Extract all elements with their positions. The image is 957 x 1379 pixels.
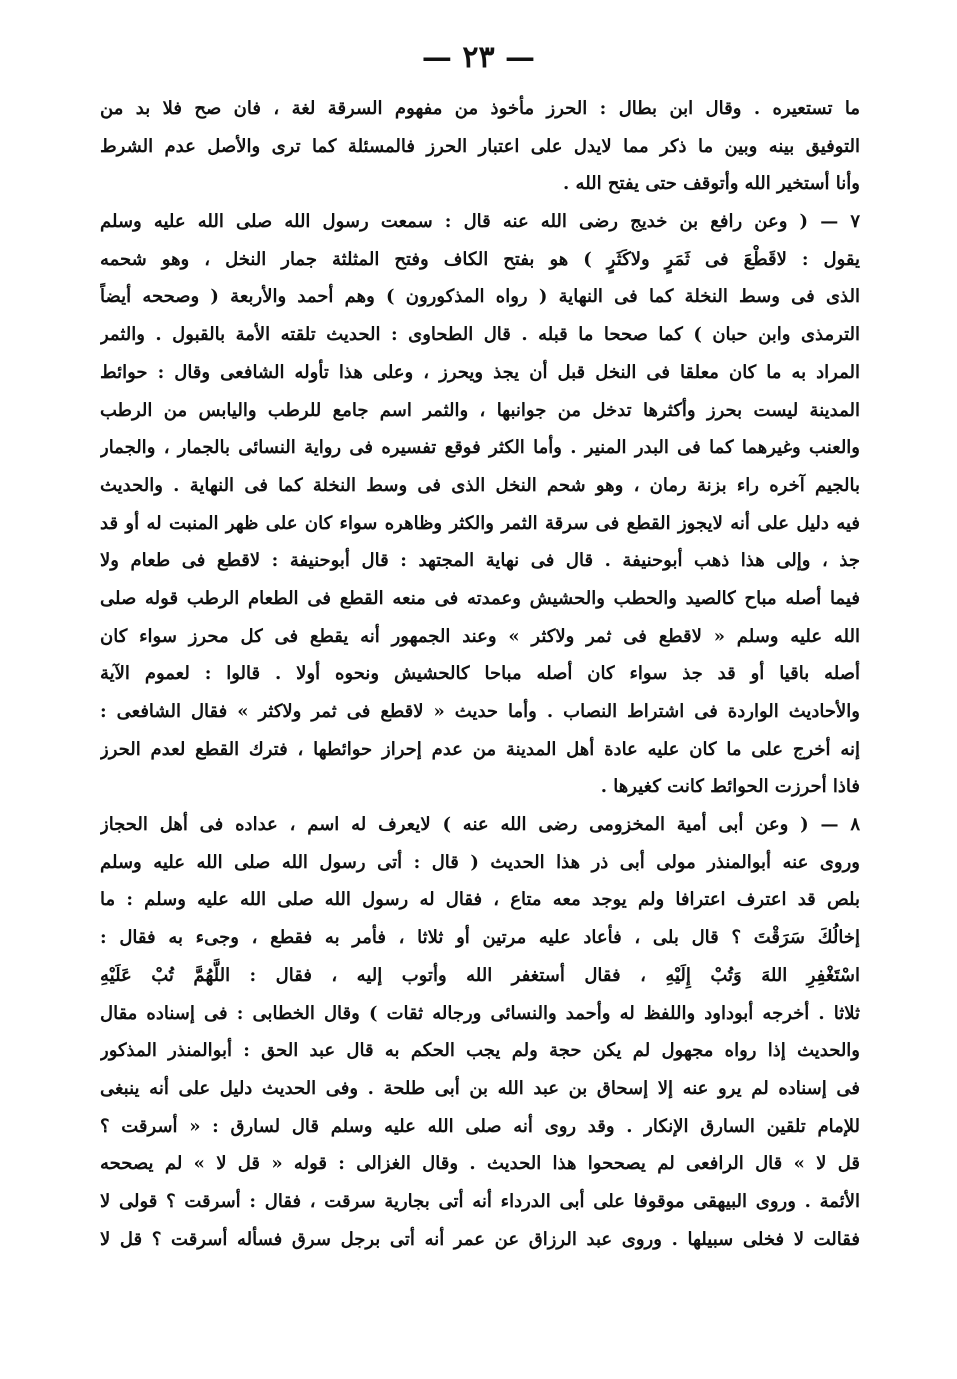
text-line: فيه دليل على أنه لايجوز القطع فى سرقة الثمر والكثر وظاهره سواء كان على ظهر المنبت له أو قد: [100, 512, 860, 534]
text-line: ثلاثا . أخرجه أبوداود واللفظ له وأحمد والنسائى ورجاله ثقات ) وقال الخطابى : فى إسناده مقال: [100, 1002, 860, 1024]
text-line: المدينة ليست بحرز وأكثرها تدخل من جوانبها ، والثمر اسم جامع للرطب واليابس من الرطب: [100, 399, 860, 421]
text-line: الأئمة . وروى البيهقى موقوفا على أبى الدرداء أنه أتى بجارية سرقت ، فقال : أسرقت ؟ قولى لا: [100, 1190, 860, 1212]
text-line: ٨ — ( وعن أبى أمية المخزومى رضى الله عنه ) لايعرف له اسم ، عداده فى أهل الحجاز: [100, 814, 860, 836]
page-number: — ٢٣ —: [421, 40, 536, 75]
text-line: الذى فى وسط النخلة كما فى النهاية ( رواه المذكورون ) وهم أحمد والأربعة ( وصححه أيضاً: [100, 286, 860, 308]
text-line: والعنب وغيرهما كما فى البدر المنير . وأما الكثر فوقع تفسيره فى رواية النسائى بالجمار ، والجمار: [100, 437, 860, 459]
text-line: وأنا أستخير الله وأتوقف حتى يفتح الله .: [563, 173, 860, 195]
text-line: إنه أخرج على ما كان عليه عادة أهل المدينة من عدم إحراز حوائطها ، فترك القطع لعدم الحرز: [100, 738, 860, 760]
text-line: ٧ — ( وعن رافع بن خديج رضى الله عنه قال : سمعت رسول الله صلى الله عليه وسلم: [100, 211, 860, 233]
text-line: فى إسناده لم يرو عنه إلا إسحاق بن عبد الله بن أبى طلحة . وفى الحديث دليل على أنه ينبغى: [100, 1077, 860, 1099]
text-line: والأحاديث الواردة فى اشتراط النصاب . وأما حديث « لاقطع فى ثمر ولاكثر » فقال الشافعى :: [100, 701, 860, 722]
text-line: الله عليه وسلم « لاقطع فى ثمر ولاكثر » وعند الجمهور أنه يقطع فى كل محرز سواء كان: [100, 625, 860, 647]
text-line: الترمذى وابن حبان ) كما صححا ما قبله . قال الطحاوى : الحديث تلقته الأمة بالقبول . والثمر: [100, 324, 860, 346]
text-line: والحديث إذا رواه مجهول لم يكن حجة ولم يجب الحكم به قال عبد الحق : أبوالمنذر المذكور: [100, 1040, 860, 1062]
text-line: بالجيم آخره راء بزنة رمان ، وهو شحم النخل الذى فى وسط النخلة كما فى النهاية . والحديث: [100, 474, 860, 496]
text-line: أصله باقيا أو قد جذ سواء كان أصله مباحا كالحشيش ونحوه أولا . قالوا : لعموم الآية: [100, 663, 860, 685]
text-line: التوفيق بينه وبين ما ذكر مما لايدل على اعتبار الحرز فالمسئلة كما ترى والأصل عدم الشرط: [100, 135, 860, 157]
text-line: للإمام تلقين السارق الإنكار . وقد روى أنه صلى الله عليه وسلم قال لسارق : « أسرقت ؟: [100, 1115, 860, 1137]
text-line: جذ ، وإلى هذا ذهب أبوحنيفة . قال فى نهاية المجتهد : قال أبوحنيفة : لاقطع فى طعام ولا: [100, 550, 860, 572]
text-line: فيما أصله مباح كالصيد والحطب والحشيش وعمدته فى منعه القطع فى الطعام الرطب قوله صلى: [100, 587, 860, 609]
text-line: وروى عنه أبوالمنذر مولى أبى ذر هذا الحديث ( قال : أتى رسول الله صلى الله عليه وسلم: [100, 851, 860, 873]
text-line: المراد به ما كان معلقا فى النخل قبل أن يجذ ويحرز ، وعلى هذا تأوله الشافعى وقال : حوائط: [100, 361, 860, 383]
text-line: قل لا » قال الرافعى لم يصححوا هذا الحديث . وقال الغزالى : قوله « قل لا » لم يصححه: [100, 1153, 860, 1175]
text-line: يقول : لاقَطْعَ فى ثَمَرٍ ولاكَثَرٍ ) هو بفتح الكاف وفتح المثلثة جمار النخل ، وهو شحمه: [100, 248, 860, 270]
text-line: إخالُكَ سَرَقْتَ ؟ قال بلى ، فأعاد عليه مرتين أو ثلاثا ، فأمر به فقطع ، وجىء به فقال :: [100, 927, 860, 949]
text-line: بلص قد اعترف اعترافا ولم يوجد معه متاع ، فقال له رسول الله صلى الله عليه وسلم : ما: [100, 889, 860, 911]
text-line: فقالت لا فخلى سبيلها . وروى عبد الرزاق عن عمر أنه أتى برجل سرق فسأله أسرقت ؟ قل لا: [100, 1228, 860, 1250]
text-line: اسْتَغْفِرِ اللهَ وَتُبْ إِلَيْهِ ، فقال أستغفر الله وأتوب إليه ، فقال : اللَّهُمَّ تُبْ عَلَيْهِ: [100, 964, 860, 986]
text-body: [100, 90, 860, 1258]
text-line: فاذا أحرزت الحوائط كانت كغيرها .: [600, 776, 860, 798]
text-line: ما تستعيره . وقال ابن بطال : الحرز مأخوذ من مفهوم السرقة لغة ، فان صح فلا بد من: [100, 98, 860, 119]
